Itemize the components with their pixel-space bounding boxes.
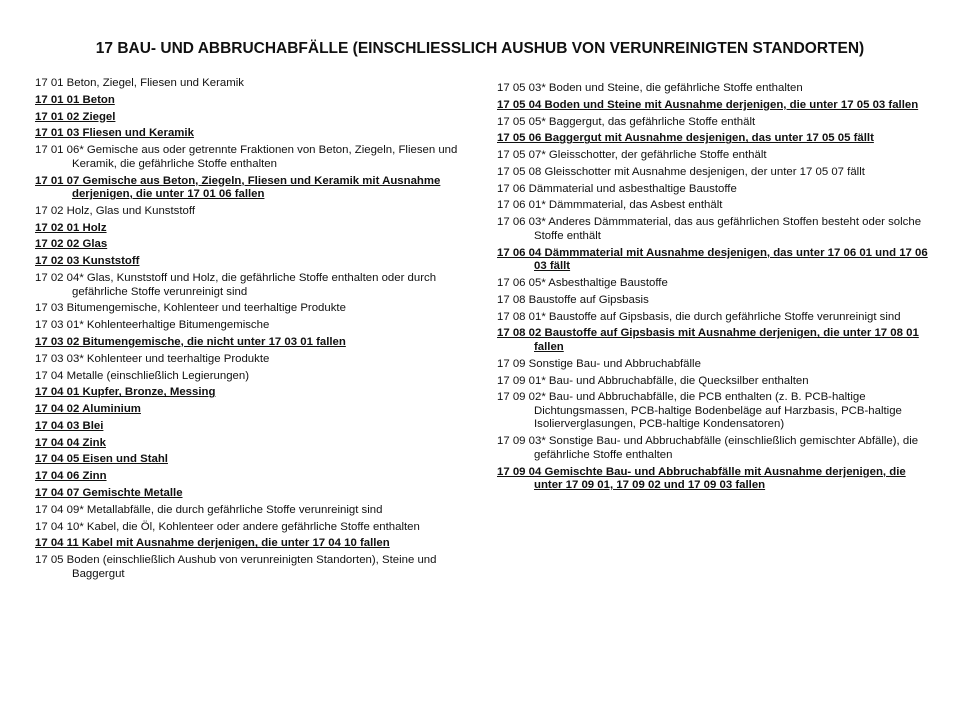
waste-code-entry-highlighted: 17 01 01 Beton xyxy=(35,93,115,106)
waste-code-entry-highlighted: 17 02 03 Kunststoff xyxy=(35,255,140,268)
waste-code-entry: 17 09 03* Sonstige Bau- und Abbruchabfälle (einschließlich gemischter Abfälle), die gefährliche Stoffe enthalten xyxy=(497,435,919,461)
waste-code-entry: 17 09 01* Bau- und Abbruchabfälle, die Quecksilber enthalten xyxy=(497,374,809,387)
waste-code-entry: 17 09 02* Bau- und Abbruchabfälle, die PCB enthalten (z. B. PCB-haltige Dichtungsmassen, PCB-haltige Bodenbeläge auf Harzbasis, PCB-haltige Isolierverglasungen, PCB-haltige Kondensatoren) xyxy=(497,391,902,431)
waste-code-entry: 17 01 06* Gemische aus oder getrennte Fraktionen von Beton, Ziegeln, Fliesen und Keramik, die gefährliche Stoffe enthalten xyxy=(35,144,458,170)
waste-code-entry-highlighted: 17 05 04 Boden und Steine mit Ausnahme derjenigen, die unter 17 05 03 fallen xyxy=(497,98,919,111)
left-column xyxy=(35,77,475,584)
waste-code-entry-highlighted: 17 08 02 Baustoffe auf Gipsbasis mit Ausnahme derjenigen, die unter 17 08 01 fallen xyxy=(497,327,919,353)
waste-code-entry: 17 08 01* Baustoffe auf Gipsbasis, die durch gefährliche Stoffe verunreinigt sind xyxy=(497,310,901,323)
waste-code-entry: 17 04 09* Metallabfälle, die durch gefährliche Stoffe verunreinigt sind xyxy=(35,503,383,516)
waste-code-entry: 17 05 08 Gleisschotter mit Ausnahme desjenigen, der unter 17 05 07 fällt xyxy=(497,165,865,178)
waste-code-entry: 17 09 Sonstige Bau- und Abbruchabfälle xyxy=(497,357,701,370)
waste-code-entry: 17 04 10* Kabel, die Öl, Kohlenteer oder andere gefährliche Stoffe enthalten xyxy=(35,520,420,533)
waste-code-entry-highlighted: 17 05 06 Baggergut mit Ausnahme desjenigen, das unter 17 05 05 fällt xyxy=(497,132,874,145)
waste-code-entry-highlighted: 17 09 04 Gemischte Bau- und Abbruchabfälle mit Ausnahme derjenigen, die unter 17 09 01, 17 09 02 und 17 09 03 fallen xyxy=(497,465,906,492)
waste-code-entry-highlighted: 17 04 01 Kupfer, Bronze, Messing xyxy=(35,386,216,399)
waste-code-entry: 17 08 Baustoffe auf Gipsbasis xyxy=(497,293,649,306)
waste-code-entry: 17 03 03* Kohlenteer und teerhaltige Produkte xyxy=(35,352,270,365)
waste-code-entry-highlighted: 17 04 06 Zinn xyxy=(35,470,107,483)
waste-code-entry: 17 01 Beton, Ziegel, Fliesen und Keramik xyxy=(35,77,244,89)
waste-code-entry: 17 03 01* Kohlenteerhaltige Bitumengemische xyxy=(35,319,270,332)
waste-code-entry-highlighted: 17 01 07 Gemische aus Beton, Ziegeln, Fliesen und Keramik mit Ausnahme derjenigen, die unter 17 01 06 fallen xyxy=(35,174,441,201)
waste-code-entry-highlighted: 17 04 04 Zink xyxy=(35,436,106,449)
waste-code-entry: 17 05 03* Boden und Steine, die gefährliche Stoffe enthalten xyxy=(497,82,803,94)
waste-code-entry: 17 04 Metalle (einschließlich Legierungen) xyxy=(35,369,250,382)
waste-code-entry-highlighted: 17 01 02 Ziegel xyxy=(35,110,116,123)
waste-code-entry: 17 06 01* Dämmmaterial, das Asbest enthält xyxy=(497,199,723,212)
waste-code-entry-highlighted: 17 06 04 Dämmmaterial mit Ausnahme desjenigen, das unter 17 06 01 und 17 06 03 fällt xyxy=(497,246,928,273)
waste-code-entry-highlighted: 17 04 07 Gemischte Metalle xyxy=(35,486,183,499)
waste-code-entry: 17 02 04* Glas, Kunststoff und Holz, die gefährliche Stoffe enthalten oder durch gefährliche Stoffe verunreinigt sind xyxy=(35,272,437,298)
waste-code-entry: 17 06 05* Asbesthaltige Baustoffe xyxy=(497,277,668,289)
waste-code-entry: 17 06 03* Anderes Dämmmaterial, das aus gefährlichen Stoffen besteht oder solche Stoffe enthält xyxy=(497,216,922,242)
waste-code-entry: 17 05 07* Gleisschotter, der gefährliche Stoffe enthält xyxy=(497,149,767,162)
right-column xyxy=(497,82,929,496)
waste-code-entry-highlighted: 17 04 05 Eisen und Stahl xyxy=(35,453,168,466)
waste-code-entry-highlighted: 17 04 02 Aluminium xyxy=(35,403,141,416)
waste-code-entry-highlighted: 17 03 02 Bitumengemische, die nicht unter 17 03 01 fallen xyxy=(35,335,346,348)
waste-code-entry-highlighted: 17 01 03 Fliesen und Keramik xyxy=(35,127,194,140)
page-title: 17 BAU- UND ABBRUCHABFÄLLE (EINSCHLIESSLICH AUSHUB VON VERUNREINIGTEN STANDORTEN) xyxy=(95,40,865,57)
waste-code-entry-highlighted: 17 02 02 Glas xyxy=(35,238,108,251)
waste-code-entry: 17 05 Boden (einschließlich Aushub von verunreinigten Standorten), Steine und Baggergut xyxy=(35,554,437,580)
waste-code-entry: 17 02 Holz, Glas und Kunststoff xyxy=(35,204,195,217)
waste-code-entry: 17 05 05* Baggergut, das gefährliche Stoffe enthält xyxy=(497,115,756,128)
waste-code-entry: 17 03 Bitumengemische, Kohlenteer und teerhaltige Produkte xyxy=(35,302,346,315)
waste-code-entry-highlighted: 17 04 03 Blei xyxy=(35,419,104,432)
waste-code-entry: 17 06 Dämmaterial und asbesthaltige Baustoffe xyxy=(497,182,737,195)
waste-code-entry-highlighted: 17 02 01 Holz xyxy=(35,221,107,234)
waste-code-entry-highlighted: 17 04 11 Kabel mit Ausnahme derjenigen, die unter 17 04 10 fallen xyxy=(35,537,390,550)
